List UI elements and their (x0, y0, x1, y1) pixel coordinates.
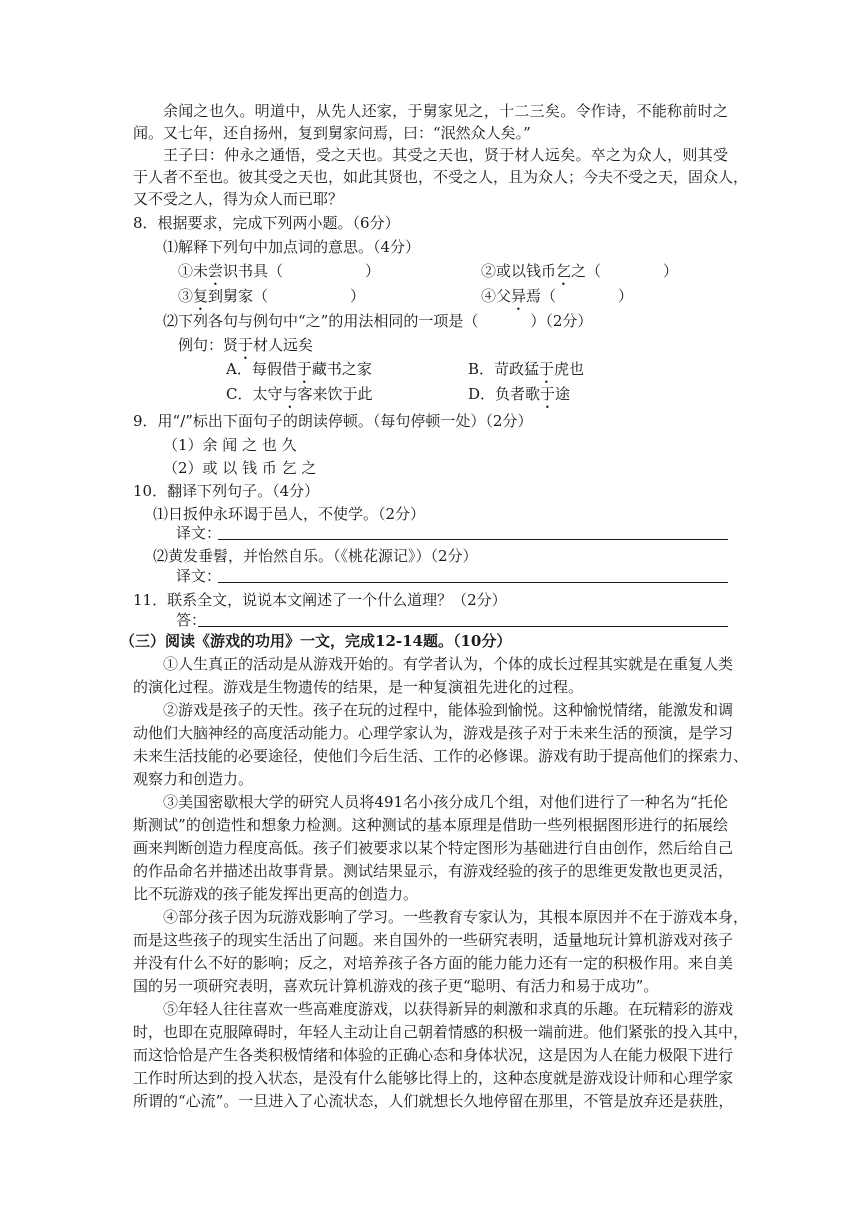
q8-item-1: ①未尝识书具（ ） (178, 262, 381, 280)
article-line: ①人生真正的活动是从游戏开始的。有学者认为，个体的成长过程其实就是在重复人类 (163, 655, 734, 673)
q10-sentence-1: ⑴日扳仲永环谒于邑人，不使学。（2分） (153, 505, 426, 523)
article-line: ③美国密歇根大学的研究人员将491名小孩分成几个组，对他们进行了一种名为“托伦 (163, 793, 728, 811)
question-9-stem: 9．用“/”标出下面句子的朗读停顿。（每句停顿一处）（2分） (133, 412, 533, 430)
article-line: 动他们大脑神经的高度活动能力。心理学家认为，游戏是孩子对于未来生活的预演，是学习 (133, 724, 734, 742)
translation-label: 译文： (176, 567, 222, 585)
translation-line-2[interactable] (218, 582, 728, 583)
translation-label: 译文： (176, 524, 222, 542)
q9-sentence-2[interactable]: （2）或 以 钱 币 乞 之 (163, 459, 317, 477)
option-c[interactable]: C．太守与客来饮于此 (226, 385, 373, 403)
article-line: 观察力和创造力。 (133, 770, 254, 788)
passage-line: 又不受之人，得为众人而已耶？ (133, 190, 344, 208)
article-line: 斯测试”的创造性和想象力检测。这种测试的基本原理是借助一些列根据图形进行的拓展绘 (133, 816, 728, 834)
article-line: ⑤年轻人往往喜欢一些高难度游戏，以获得新异的刺激和求真的乐趣。在玩精彩的游戏 (163, 1000, 734, 1018)
article-line: 时，也即在克服障碍时，年轻人主动让自己朝着情感的积极一端前进。他们紧张的投入其中， (133, 1023, 749, 1041)
q8-item-4: ④父异焉（ ） (481, 287, 634, 305)
article-line: 未来生活技能的必要途径，使他们今后生活、工作的必修课。游戏有助于提高他们的探索力、 (133, 747, 749, 765)
article-line: ④部分孩子因为玩游戏影响了学习。一些教育专家认为，其根本原因并不在于游戏本身， (163, 908, 749, 926)
article-line: 所谓的“心流”。一旦进入了心流状态，人们就想长久地停留在那里，不管是放弃还是获胜， (133, 1092, 734, 1110)
answer-line[interactable] (198, 626, 728, 627)
q9-sentence-1[interactable]: （1）余 闻 之 也 久 (163, 436, 297, 454)
question-10-stem: 10．翻译下列句子。（4分） (133, 482, 320, 500)
q8-example: 例句：贤于材人远矣 (178, 336, 314, 354)
option-a[interactable]: A．每假借于藏书之家 (226, 360, 372, 378)
article-line: 而是这些孩子的现实生活出了问题。来自国外的一些研究表明，适量地玩计算机游戏对孩子 (133, 931, 734, 949)
article-line: 而这恰恰是产生各类积极情绪和体验的正确心态和身体状况，这是因为人在能力极限下进行 (133, 1046, 734, 1064)
article-line: 国的另一项研究表明，喜欢玩计算机游戏的孩子更“聪明、有活力和易于成功”。 (133, 977, 659, 995)
option-d[interactable]: D．负者歌于途 (468, 385, 571, 403)
article-line: 的作品命名并描述出故事背景。测试结果显示，有游戏经验的孩子的思维更发散也更灵活， (133, 862, 734, 880)
question-8-stem: 8．根据要求，完成下列两小题。（6分） (133, 214, 400, 232)
article-line: 比不玩游戏的孩子能发挥出更高的创造力。 (133, 885, 419, 903)
article-line: 的演化过程。游戏是生物遗传的结果，是一种复演祖先进化的过程。 (133, 678, 584, 696)
translation-line-1[interactable] (218, 539, 728, 540)
answer-label: 答： (176, 611, 207, 629)
option-b[interactable]: B．苛政猛于虎也 (468, 360, 585, 378)
article-line: ②游戏是孩子的天性。孩子在玩的过程中，能体验到愉悦。这种愉悦情绪，能激发和调 (163, 701, 734, 719)
q8-item-3: ③复到舅家（ ） (178, 287, 366, 305)
q8-item-2: ②或以钱币乞之（ ） (481, 262, 679, 280)
question-11-stem: 11．联系全文，说说本文阐述了一个什么道理？（2分） (133, 591, 507, 609)
passage-line: 王子曰：仲永之通悟，受之天也。其受之天也，贤于材人远矣。卒之为众人，则其受 (163, 146, 728, 164)
article-line: 并没有什么不好的影响；反之，对培养孩子各方面的能力能力还有一定的积极作用。来自美 (133, 954, 734, 972)
passage-line: 闻。又七年，还自扬州，复到舅家问焉，曰：“泯然众人矣。” (133, 124, 531, 142)
section-3-heading: （三）阅读《游戏的功用》一文，完成12-14题。（10分） (120, 632, 512, 650)
article-line: 画来判断创造力程度高低。孩子们被要求以某个特定图形为基础进行自由创作，然后给自己 (133, 839, 734, 857)
q10-sentence-2: ⑵黄发垂髫，并怡然自乐。（《桃花源记》）（2分） (153, 547, 478, 565)
question-8-sub1: ⑴解释下列句中加点词的意思。（4分） (163, 238, 421, 256)
question-8-sub2: ⑵下列各句与例句中“之”的用法相同的一项是（ ）（2分） (163, 312, 593, 330)
passage-line: 余闻之也久。明道中，从先人还家，于舅家见之，十二三矣。令作诗，不能称前时之 (163, 102, 728, 120)
passage-line: 于人者不至也。彼其受之天也，如此其贤也，不受之人，且为众人；今夫不受之天，固众人， (133, 168, 749, 186)
article-line: 工作时所达到的投入状态，是没有什么能够比得上的，这种态度就是游戏设计师和心理学家 (133, 1069, 734, 1087)
